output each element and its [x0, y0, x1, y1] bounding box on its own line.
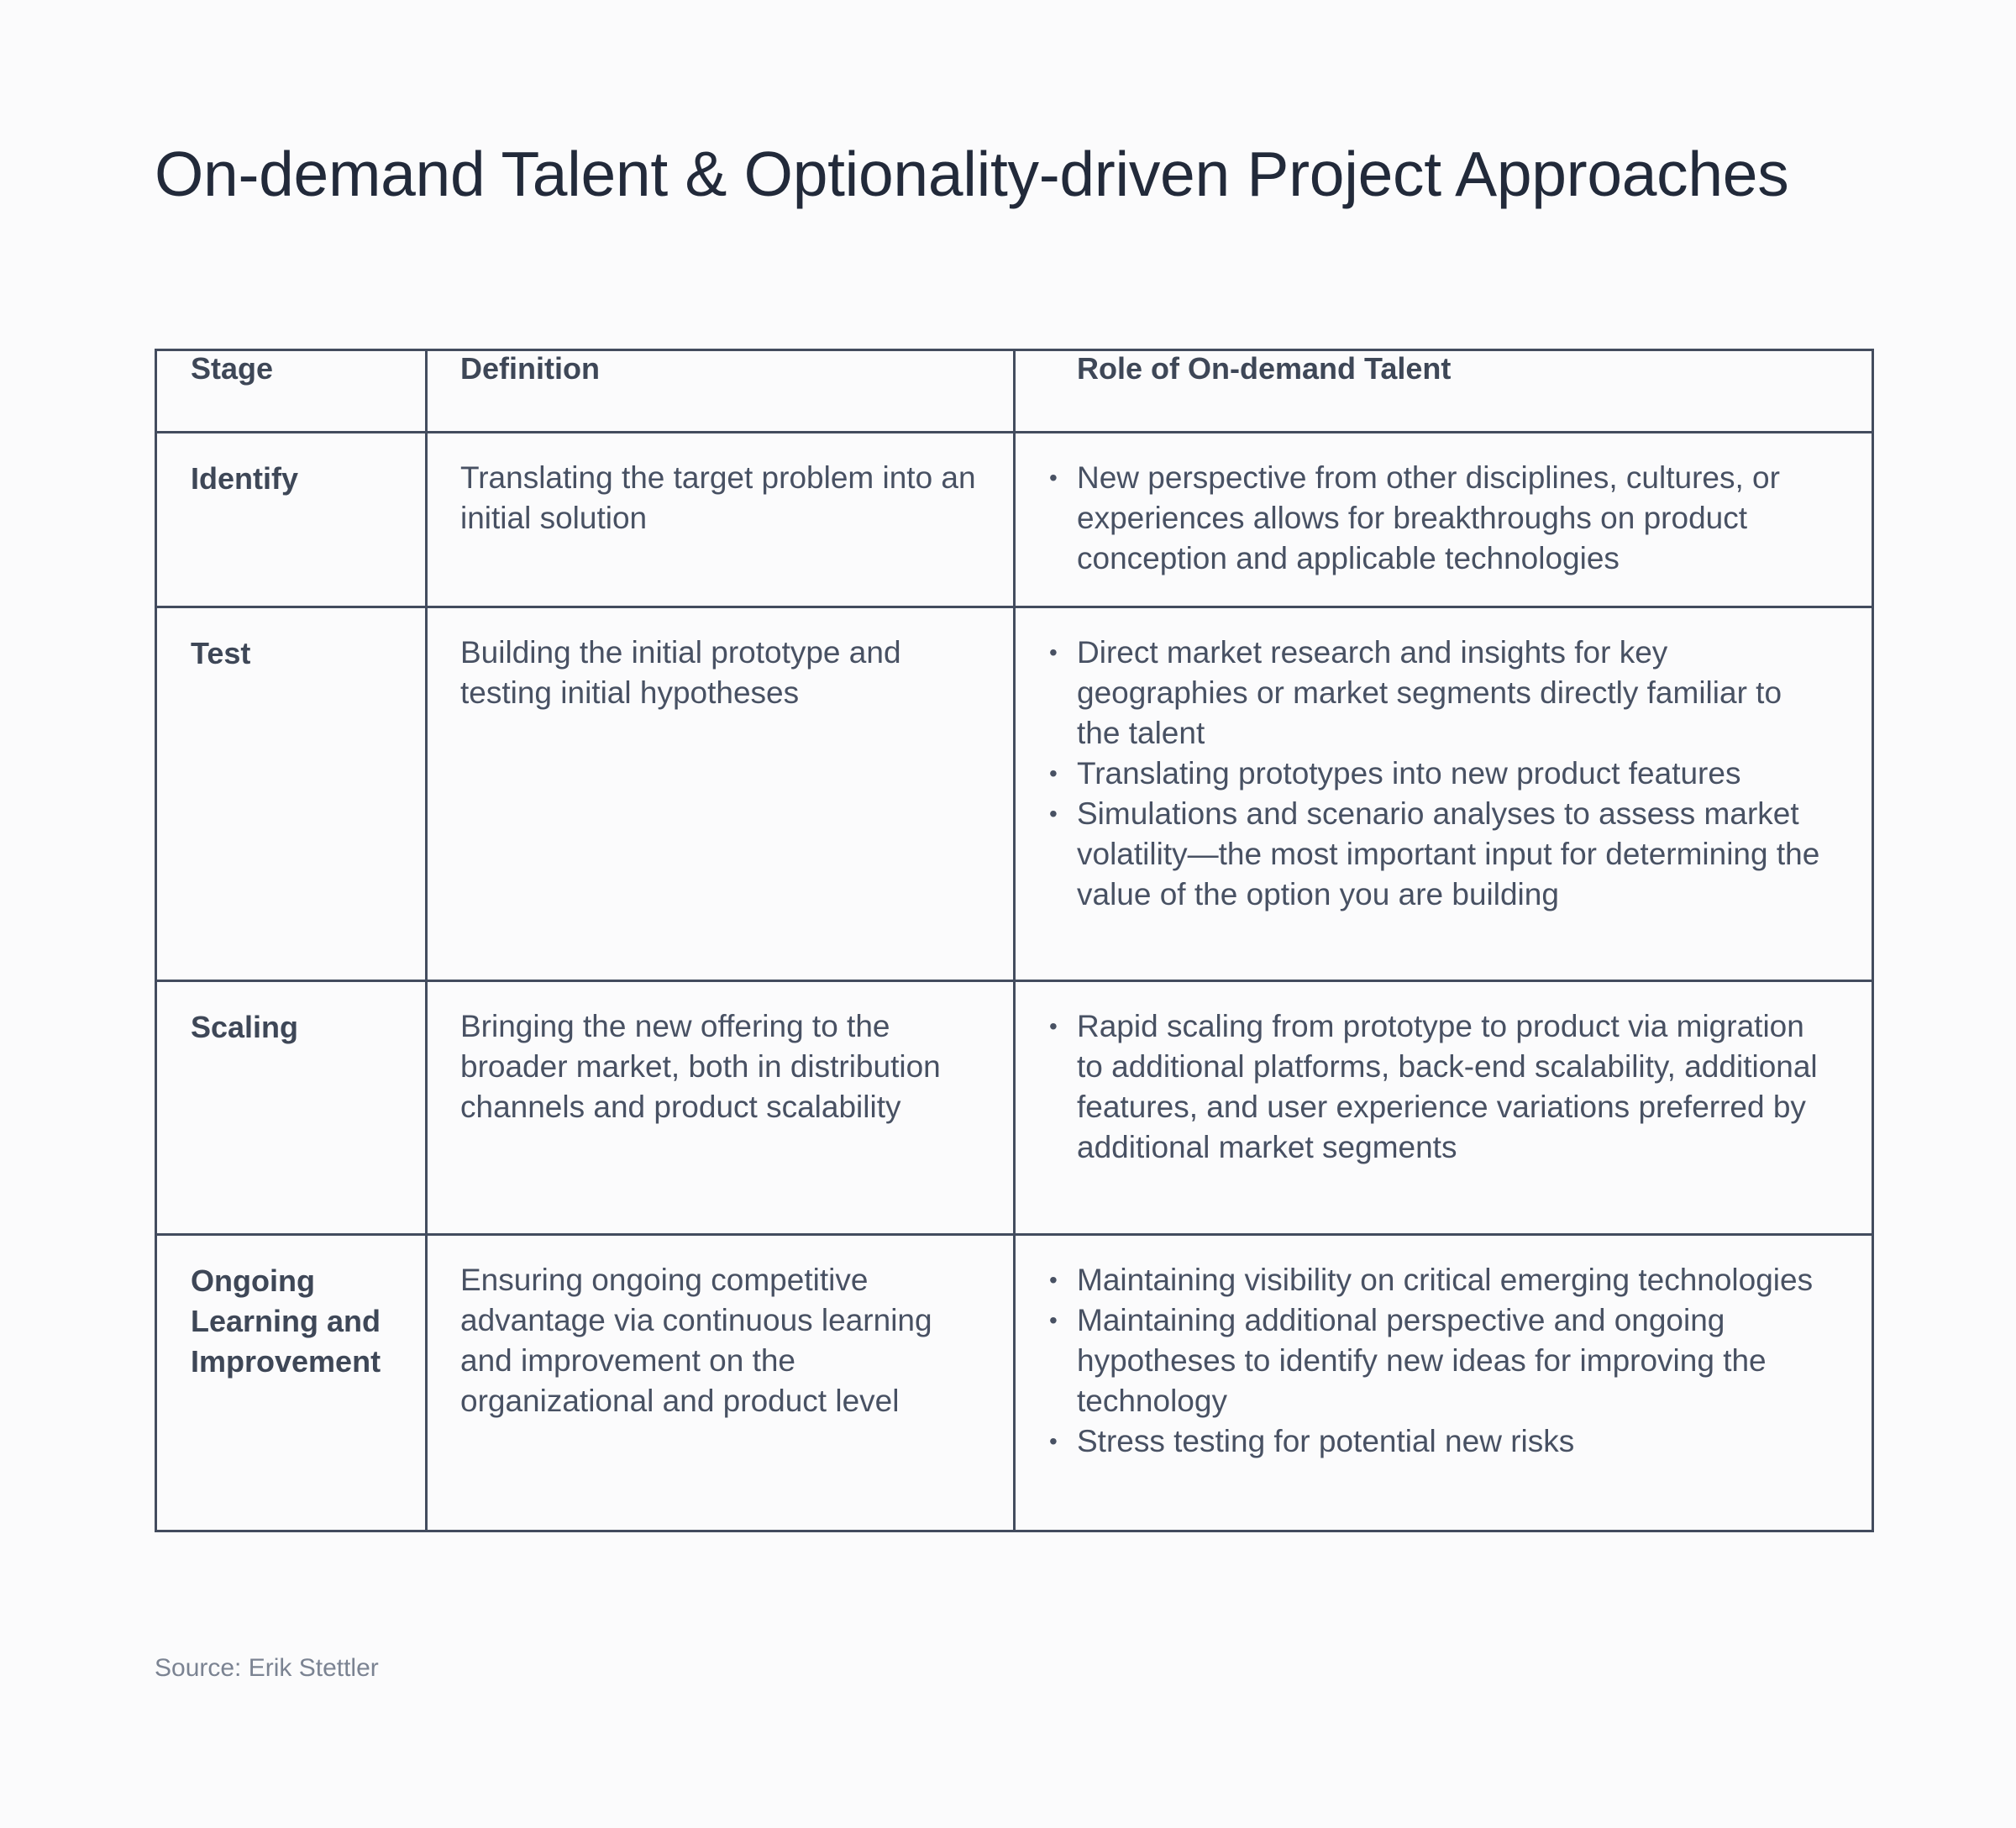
header-definition: Definition — [427, 350, 1015, 433]
role-item: • Simulations and scenario analyses to assess market volatility—the most important input for determining the value of the option you are building — [1016, 794, 1821, 915]
role-cell — [1015, 433, 1873, 607]
stage-cell: Identify — [156, 433, 427, 607]
definition-cell: Bringing the new offering to the broader market, both in distribution channels and product scalability — [427, 981, 1015, 1235]
role-item: • New perspective from other disciplines, cultures, or experiences allows for breakthroughs on product conception and applicable technologies — [1016, 458, 1821, 579]
role-list — [1016, 458, 1821, 579]
role-item: • Maintaining additional perspective and ongoing hypotheses to identify new ideas for improving the technology — [1016, 1300, 1821, 1421]
table-row — [156, 433, 1873, 607]
role-list — [1016, 633, 1821, 915]
role-cell — [1015, 1235, 1873, 1531]
definition-cell: Translating the target problem into an initial solution — [427, 433, 1015, 607]
stage-cell: Test — [156, 607, 427, 981]
definition-cell: Building the initial prototype and testing initial hypotheses — [427, 607, 1015, 981]
role-item: • Translating prototypes into new product features — [1016, 754, 1821, 794]
header-stage: Stage — [156, 350, 427, 433]
header-role: Role of On-demand Talent — [1015, 350, 1873, 433]
role-item: • Stress testing for potential new risks — [1016, 1421, 1821, 1462]
role-list — [1016, 1006, 1821, 1168]
stage-cell: Ongoing Learning and Improvement — [156, 1235, 427, 1531]
source-note: Source: Erik Stettler — [155, 1654, 379, 1682]
role-list — [1016, 1260, 1821, 1462]
stage-cell: Scaling — [156, 981, 427, 1235]
role-cell — [1015, 607, 1873, 981]
page-title: On-demand Talent & Optionality-driven Project Approaches — [155, 139, 1789, 209]
talent-stage-table — [155, 349, 1874, 1532]
role-item: • Maintaining visibility on critical emerging technologies — [1016, 1260, 1821, 1300]
definition-cell: Ensuring ongoing competitive advantage via continuous learning and improvement on the organizational and product level — [427, 1235, 1015, 1531]
role-item: • Rapid scaling from prototype to product via migration to additional platforms, back-end scalability, additional features, and user experience variations preferred by additional market segments — [1016, 1006, 1821, 1168]
table-header-row — [156, 350, 1873, 433]
table-row — [156, 981, 1873, 1235]
table-row — [156, 607, 1873, 981]
role-item: • Direct market research and insights for key geographies or market segments directly familiar to the talent — [1016, 633, 1821, 754]
table-row — [156, 1235, 1873, 1531]
role-cell — [1015, 981, 1873, 1235]
